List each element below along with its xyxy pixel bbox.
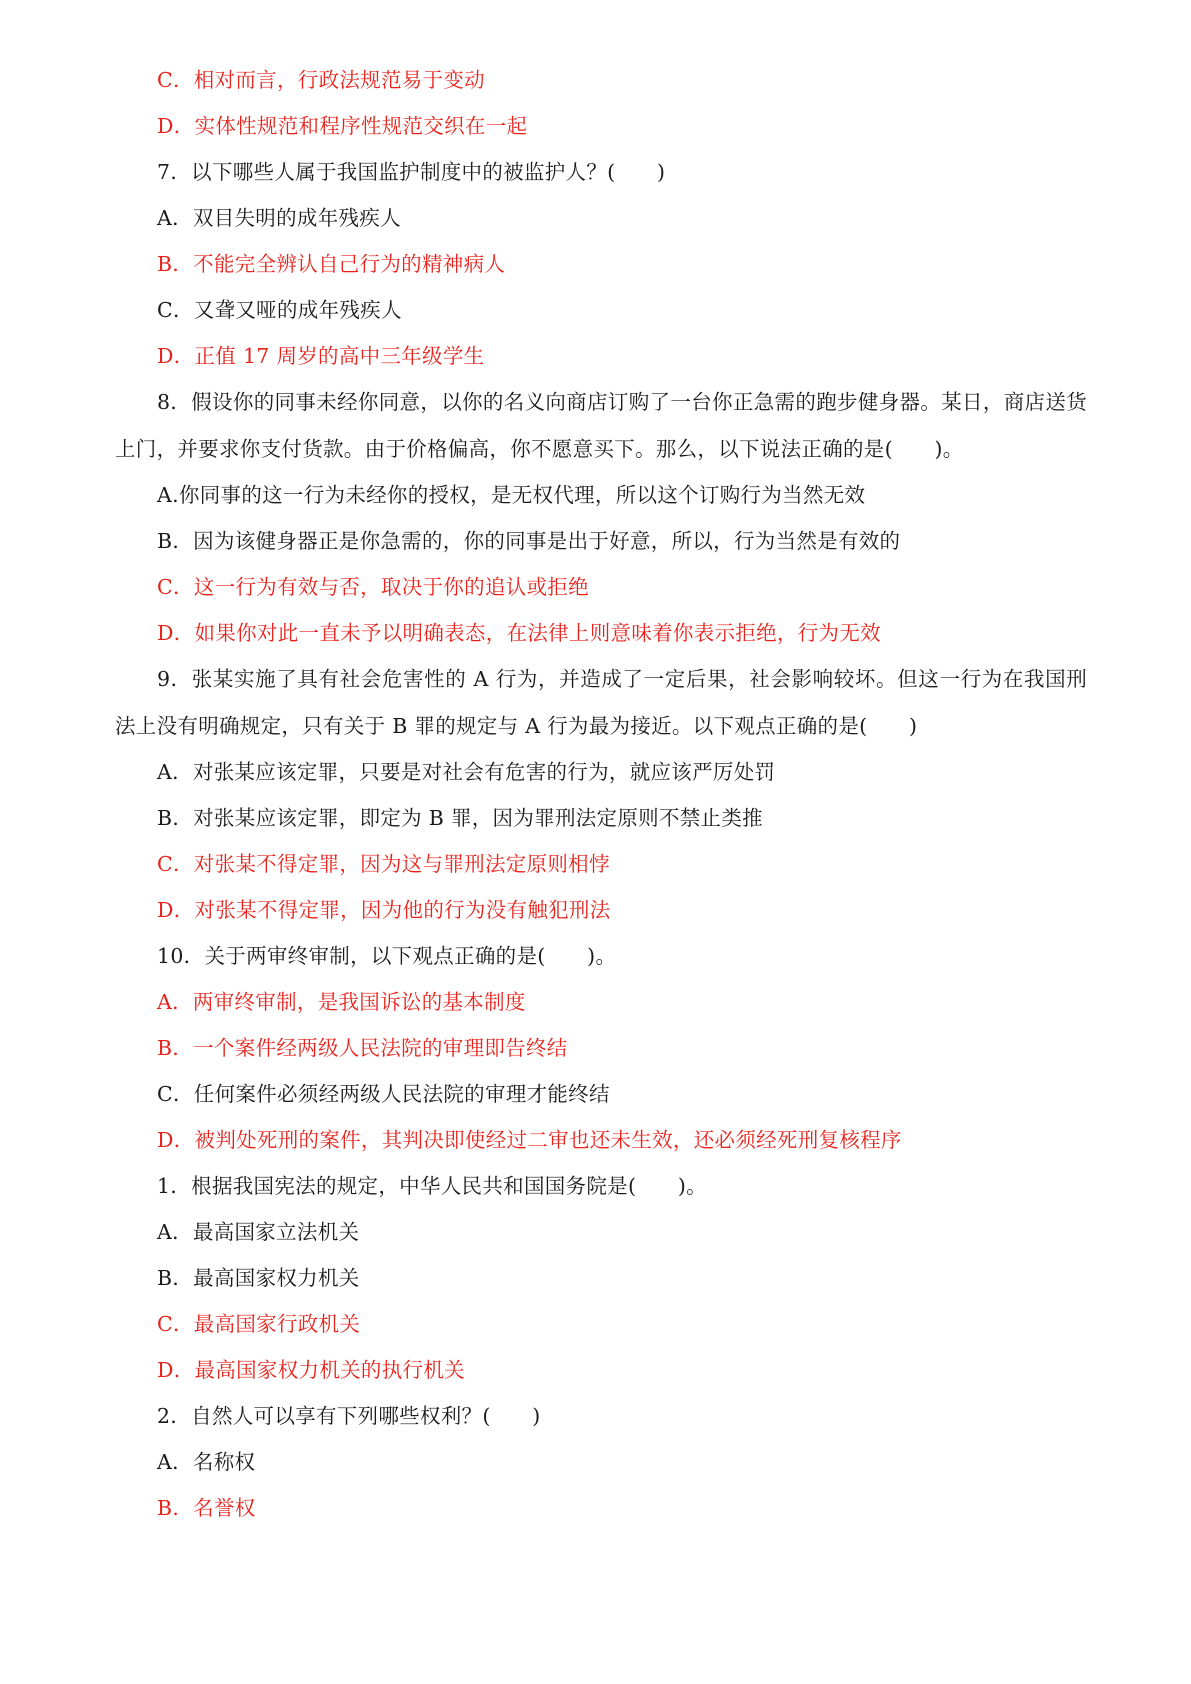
q7-option-b: B．不能完全辨认自己行为的精神病人 xyxy=(157,252,506,276)
q10-option-d: D．被判处死刑的案件，其判决即使经过二审也还未生效，还必须经死刑复核程序 xyxy=(157,1128,902,1152)
q1-question: 1．根据我国宪法的规定，中华人民共和国国务院是( )。 xyxy=(157,1174,707,1198)
q6-option-d: D．实体性规范和程序性规范交织在一起 xyxy=(157,114,528,138)
q8-option-d: D．如果你对此一直未予以明确表态，在法律上则意味着你表示拒绝，行为无效 xyxy=(157,621,881,645)
q10-question: 10．关于两审终审制，以下观点正确的是( )。 xyxy=(157,944,617,968)
q7-question: 7．以下哪些人属于我国监护制度中的被监护人？( ) xyxy=(157,160,666,184)
q8-option-a: A.你同事的这一行为未经你的授权，是无权代理，所以这个订购行为当然无效 xyxy=(157,483,866,507)
q6-option-c: C．相对而言，行政法规范易于变动 xyxy=(157,68,485,92)
q2-question: 2．自然人可以享有下列哪些权利？( ) xyxy=(157,1404,541,1428)
q7-option-c: C．又聋又哑的成年残疾人 xyxy=(157,298,402,322)
q8-option-c: C．这一行为有效与否，取决于你的追认或拒绝 xyxy=(157,575,589,599)
q2-option-a: A．名称权 xyxy=(157,1450,256,1474)
q7-option-a: A．双目失明的成年残疾人 xyxy=(157,206,401,230)
q9-question: 9．张某实施了具有社会危害性的 A 行为，并造成了一定后果，社会影响较坏。但这一行为在我国刑法上没有明确规定，只有关于 B 罪的规定与 A 行为最为接近。以下观点正确的是( ) xyxy=(115,667,1087,738)
q1-option-b: B．最高国家权力机关 xyxy=(157,1266,360,1290)
q9-option-b: B．对张某应该定罪，即定为 B 罪，因为罪刑法定原则不禁止类推 xyxy=(157,806,763,830)
q9-option-a: A．对张某应该定罪，只要是对社会有危害的行为，就应该严厉处罚 xyxy=(157,760,776,784)
q9-option-d: D．对张某不得定罪，因为他的行为没有触犯刑法 xyxy=(157,898,611,922)
q8-question: 8．假设你的同事未经你同意，以你的名义向商店订购了一台你正急需的跑步健身器。某日，商店送货上门，并要求你支付货款。由于价格偏高，你不愿意买下。那么，以下说法正确的是( )。 xyxy=(115,390,1087,461)
q10-option-c: C．任何案件必须经两级人民法院的审理才能终结 xyxy=(157,1082,610,1106)
q1-option-c: C．最高国家行政机关 xyxy=(157,1312,361,1336)
q10-option-a: A．两审终审制，是我国诉讼的基本制度 xyxy=(157,990,526,1014)
q2-option-b: B．名誉权 xyxy=(157,1496,256,1520)
q1-option-a: A．最高国家立法机关 xyxy=(157,1220,360,1244)
q8-option-b: B．因为该健身器正是你急需的，你的同事是出于好意，所以，行为当然是有效的 xyxy=(157,529,901,553)
q1-option-d: D．最高国家权力机关的执行机关 xyxy=(157,1358,465,1382)
q7-option-d: D．正值 17 周岁的高中三年级学生 xyxy=(157,344,485,368)
q9-option-c: C．对张某不得定罪，因为这与罪刑法定原则相悖 xyxy=(157,852,610,876)
q10-option-b: B．一个案件经两级人民法院的审理即告终结 xyxy=(157,1036,568,1060)
